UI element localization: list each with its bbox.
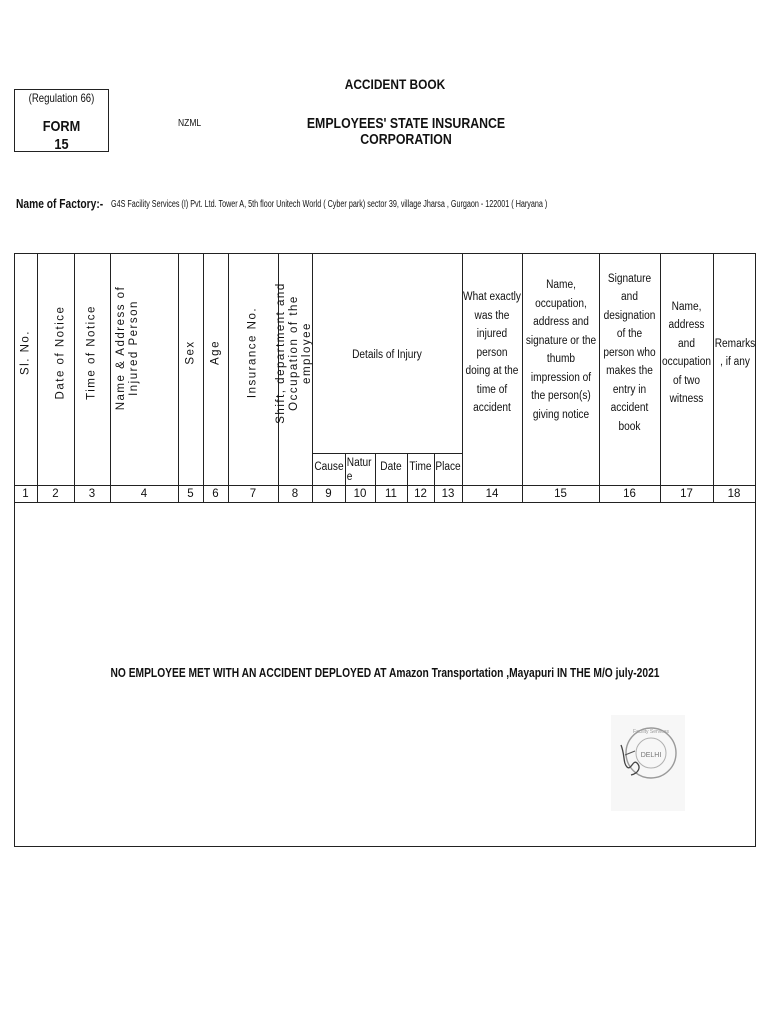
column-number-11: 11 xyxy=(385,487,397,500)
header-details-of-injury: Details of Injury xyxy=(352,348,422,361)
no-accident-notice: NO EMPLOYEE MET WITH AN ACCIDENT DEPLOYED AT Amazon Transportation ,Mayapuri IN THE M/O july-2021 xyxy=(110,666,660,680)
svg-text:DELHI: DELHI xyxy=(640,752,662,759)
column-number-18: 18 xyxy=(727,487,741,500)
header-notice-giver: Name, occupation, address and signature or the thumb impression of the person(s) giving notice xyxy=(525,279,597,421)
header-what-exactly: What exactly was the injured person doing at the time of accident xyxy=(463,291,521,415)
header-shift-department: Shift, department and Occupation of the employee xyxy=(275,282,313,424)
header-entry-maker: Signature and designation of the person who makes the entry in accident book xyxy=(603,272,656,433)
column-number-17: 17 xyxy=(680,487,693,500)
column-number-13: 13 xyxy=(441,487,455,500)
page-title: ACCIDENT BOOK xyxy=(344,76,446,92)
header-name-address: Name & Address of Injured Person xyxy=(115,285,140,411)
sub-header-nature: Natur e xyxy=(346,457,372,483)
header-sex: Sex xyxy=(184,340,197,365)
header-sl-no: Sl. No. xyxy=(19,330,32,376)
column-number-16: 16 xyxy=(623,487,636,500)
regulation-label: (Regulation 66) xyxy=(28,91,95,105)
column-number-2: 2 xyxy=(52,487,59,500)
column-number-5: 5 xyxy=(187,487,194,500)
header-date-of-notice: Date of Notice xyxy=(54,305,67,400)
header-time-of-notice: Time of Notice xyxy=(85,305,98,400)
column-number-14: 14 xyxy=(485,487,499,500)
form-number-box xyxy=(14,89,109,152)
svg-text:Facility Services: Facility Services xyxy=(632,729,670,735)
header-age: Age xyxy=(209,340,222,365)
column-number-1: 1 xyxy=(22,487,29,500)
form-number: 15 xyxy=(54,136,69,153)
region-code: NZML xyxy=(178,118,202,129)
column-number-7: 7 xyxy=(249,487,257,500)
factory-label: Name of Factory:- xyxy=(16,197,104,211)
column-number-4: 4 xyxy=(140,487,148,500)
sub-header-time: Time xyxy=(409,461,432,473)
corporation-name: EMPLOYEES' STATE INSURANCE CORPORATION xyxy=(306,116,506,148)
column-number-3: 3 xyxy=(88,487,96,500)
column-number-12: 12 xyxy=(414,487,427,500)
sub-header-date: Date xyxy=(380,461,402,473)
header-witness: Name, address and occupation of two witness xyxy=(662,300,711,405)
sub-header-cause: Cause xyxy=(314,461,344,473)
column-number-9: 9 xyxy=(325,487,332,500)
header-remarks: Remarks , if any xyxy=(714,337,756,368)
header-insurance-no: Insurance No. xyxy=(246,306,259,399)
column-number-10: 10 xyxy=(353,487,367,500)
accident-table xyxy=(14,253,756,847)
company-stamp xyxy=(611,715,685,811)
column-number-8: 8 xyxy=(291,487,299,500)
column-number-6: 6 xyxy=(212,487,219,500)
column-number-15: 15 xyxy=(554,487,567,500)
sub-header-place: Place xyxy=(435,461,461,473)
factory-value: G4S Facility Services (I) Pvt. Ltd. Tower A, 5th floor Unitech World ( Cyber park) sector 39, village Jharsa , Gurgaon - 122001 ( Haryana ) xyxy=(111,199,548,210)
form-label: FORM xyxy=(42,118,81,135)
